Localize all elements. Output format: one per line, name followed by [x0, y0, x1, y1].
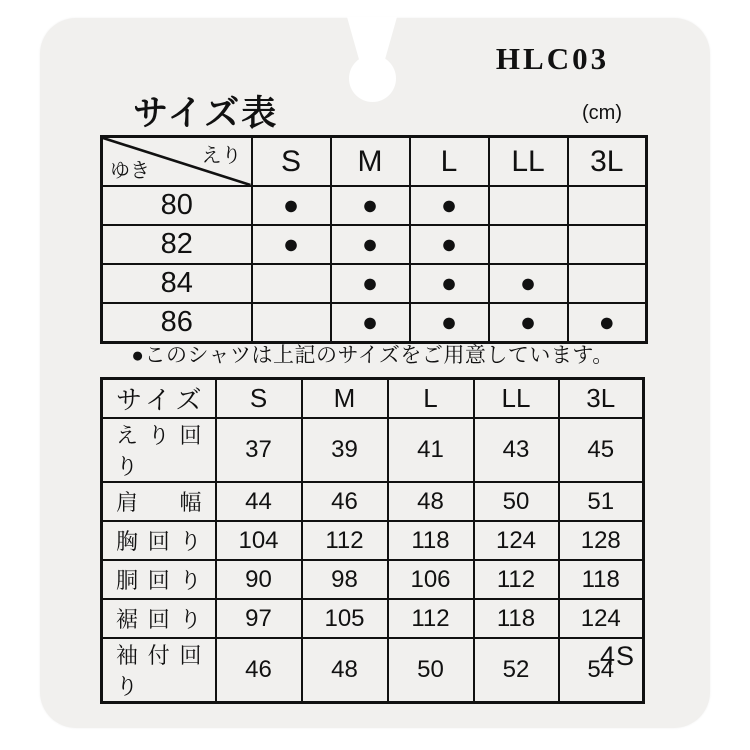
measure-value: 52 — [474, 638, 559, 703]
measure-row — [102, 560, 644, 599]
sleeve-length-label: 84 — [102, 264, 252, 303]
measure-row-label: 肩幅 — [116, 490, 202, 515]
measure-value: 46 — [216, 638, 302, 703]
measure-row-label-cell — [102, 521, 216, 560]
availability-dot-cell — [568, 186, 647, 225]
measure-header-col: 3L — [559, 379, 644, 419]
measure-value: 54 — [559, 638, 644, 703]
measure-value: 124 — [474, 521, 559, 560]
measure-row-label-cell — [102, 418, 216, 482]
availability-dot-cell — [489, 225, 568, 264]
sleeve-length-label: 86 — [102, 303, 252, 343]
measure-row-label-cell — [102, 482, 216, 521]
unit-label: (cm) — [582, 102, 622, 124]
availability-table — [100, 135, 648, 344]
measure-value: 106 — [388, 560, 474, 599]
availability-dot-cell — [252, 303, 331, 343]
availability-dot-cell — [489, 186, 568, 225]
measure-row — [102, 482, 644, 521]
measure-value: 124 — [559, 599, 644, 638]
corner-cell — [102, 137, 252, 187]
measure-value: 98 — [302, 560, 388, 599]
measure-value: 112 — [302, 521, 388, 560]
measure-value: 50 — [474, 482, 559, 521]
measure-header-col: M — [302, 379, 388, 419]
measure-row-label: 裾回り — [116, 607, 202, 632]
availability-dot-cell — [568, 264, 647, 303]
measure-value: 41 — [388, 418, 474, 482]
measure-header-col: LL — [474, 379, 559, 419]
availability-row — [102, 264, 647, 303]
availability-dot-cell: ● — [410, 186, 489, 225]
availability-dot-cell: ● — [410, 225, 489, 264]
measure-value: 48 — [302, 638, 388, 703]
corner-label-collar: えり — [201, 145, 242, 167]
availability-dot-cell: ● — [489, 264, 568, 303]
measure-row-label: 胴回り — [116, 568, 202, 593]
size-col-header: S — [252, 137, 331, 187]
measure-row-label: 袖付回り — [116, 643, 202, 699]
size-col-header: L — [410, 137, 489, 187]
measure-value: 104 — [216, 521, 302, 560]
measure-value: 118 — [474, 599, 559, 638]
measure-value: 46 — [302, 482, 388, 521]
measure-value: 44 — [216, 482, 302, 521]
measure-header-col: L — [388, 379, 474, 419]
measure-row-label: 胸回り — [116, 529, 202, 554]
corner-label-sleeve: ゆき — [110, 160, 150, 182]
measure-row-label-cell — [102, 638, 216, 703]
sleeve-length-label: 82 — [102, 225, 252, 264]
availability-row — [102, 186, 647, 225]
availability-row — [102, 303, 647, 343]
measure-header-size — [102, 379, 216, 419]
availability-dot-cell: ● — [410, 264, 489, 303]
measure-row-label: えり回り — [116, 423, 202, 479]
measure-row-label-cell — [102, 599, 216, 638]
hang-hole — [349, 55, 396, 102]
measure-value: 90 — [216, 560, 302, 599]
measure-header-label: サイズ — [116, 385, 202, 415]
availability-dot-cell: ● — [331, 303, 410, 343]
page-title: サイズ表 — [133, 94, 279, 133]
measure-value: 118 — [388, 521, 474, 560]
size-col-header: 3L — [568, 137, 647, 187]
availability-dot-cell: ● — [331, 264, 410, 303]
measure-value: 112 — [474, 560, 559, 599]
availability-dot-cell — [252, 264, 331, 303]
availability-dot-cell: ● — [410, 303, 489, 343]
measure-row-label-cell — [102, 560, 216, 599]
measure-value: 50 — [388, 638, 474, 703]
size-col-header: LL — [489, 137, 568, 187]
availability-row — [102, 225, 647, 264]
measure-value: 97 — [216, 599, 302, 638]
measure-value: 105 — [302, 599, 388, 638]
measure-value: 51 — [559, 482, 644, 521]
availability-dot-cell: ● — [331, 186, 410, 225]
measure-row — [102, 521, 644, 560]
availability-note: ●このシャツは上記のサイズをご用意しています。 — [131, 344, 614, 367]
measure-value: 39 — [302, 418, 388, 482]
footer-code: 4S — [599, 641, 635, 671]
availability-dot-cell: ● — [489, 303, 568, 343]
measure-value: 128 — [559, 521, 644, 560]
measure-header-col: S — [216, 379, 302, 419]
availability-dot-cell: ● — [252, 225, 331, 264]
availability-dot-cell: ● — [568, 303, 647, 343]
measure-value: 43 — [474, 418, 559, 482]
size-col-header: M — [331, 137, 410, 187]
measure-row — [102, 599, 644, 638]
availability-dot-cell: ● — [252, 186, 331, 225]
sleeve-length-label: 80 — [102, 186, 252, 225]
measure-value: 112 — [388, 599, 474, 638]
measure-value: 48 — [388, 482, 474, 521]
measure-value: 45 — [559, 418, 644, 482]
measure-value: 118 — [559, 560, 644, 599]
measure-value: 37 — [216, 418, 302, 482]
product-code: HLC03 — [495, 41, 610, 76]
availability-dot-cell: ● — [331, 225, 410, 264]
availability-dot-cell — [568, 225, 647, 264]
measure-row — [102, 418, 644, 482]
